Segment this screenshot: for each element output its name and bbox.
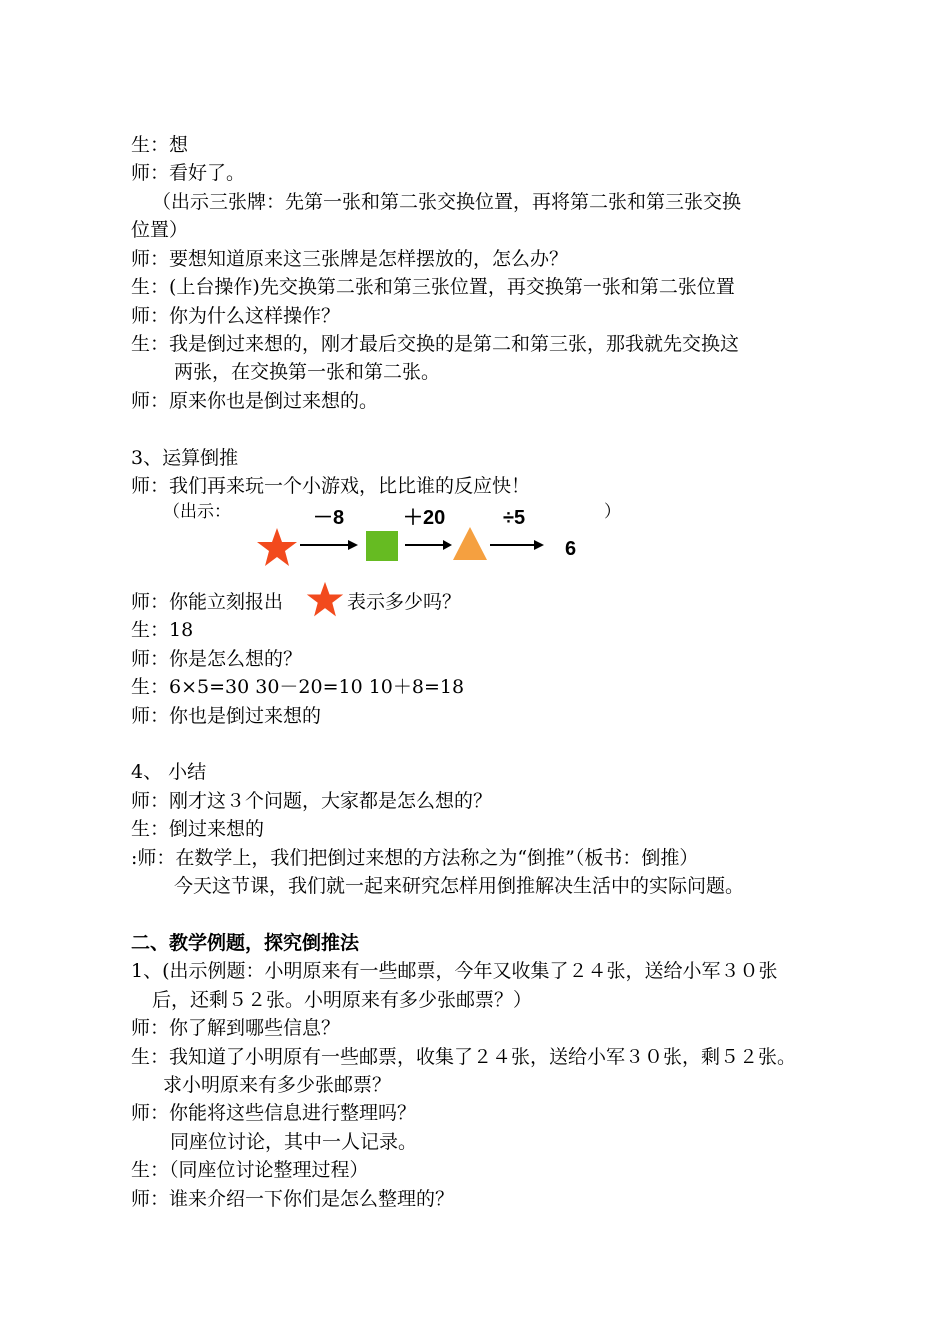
dialogue-line-continued: 表示多少吗？ [347, 591, 462, 613]
operation-divide-5: ÷5 [503, 507, 526, 529]
display-label-close: ） [604, 502, 621, 522]
section-title: 二、教学例题，探究倒推法 [131, 932, 360, 954]
dialogue-line: （出示三张牌：先第一张和第二张交换位置，再将第二张和第三张交换 [152, 191, 742, 213]
dialogue-line: 今天这节课，我们就一起来研究怎样用倒推解决生活中的实际问题。 [174, 875, 745, 897]
dialogue-line: 师：你能将这些信息进行整理吗？ [131, 1102, 417, 1124]
display-label: （出示： [163, 502, 231, 522]
dialogue-line: 两张，在交换第一张和第二张。 [174, 361, 441, 383]
dialogue-line: 师：看好了。 [131, 162, 246, 184]
example-problem: 后，还剩５２张。小明原来有多少张邮票？） [152, 989, 533, 1011]
result-value: 6 [565, 538, 577, 560]
operation-plus-20: ＋20 [403, 507, 446, 529]
example-problem: 1、(出示例题：小明原来有一些邮票，今年又收集了２４张，送给小军３０张 [131, 960, 778, 982]
dialogue-line: 生：18 [131, 619, 194, 641]
dialogue-line: 师：原来你也是倒过来想的。 [131, 390, 379, 412]
arrow-right-icon [490, 537, 546, 553]
dialogue-line: 生：想 [131, 134, 189, 156]
section-heading: 4、 小结 [131, 761, 207, 783]
dialogue-line: 师：你也是倒过来想的 [131, 705, 322, 727]
dialogue-line: 师：你能立刻报出 [131, 591, 284, 613]
dialogue-line: 师：你是怎么想的？ [131, 648, 303, 670]
dialogue-line: 生：我知道了小明原有一些邮票，收集了２４张，送给小军３０张，剩５２张。 [131, 1046, 797, 1068]
arrow-right-icon [405, 537, 453, 553]
dialogue-line: 同座位讨论，其中一人记录。 [170, 1131, 418, 1153]
dialogue-line: 师：你了解到哪些信息？ [131, 1017, 341, 1039]
dialogue-line: 生：（同座位讨论整理过程） [131, 1159, 369, 1181]
dialogue-line: 位置） [131, 219, 189, 241]
dialogue-line: 师：我们再来玩一个小游戏，比比谁的反应快！ [131, 475, 531, 497]
triangle-icon [452, 526, 488, 561]
dialogue-line: 生：我是倒过来想的，刚才最后交换的是第二和第三张，那我就先交换这 [131, 333, 740, 355]
operation-minus-8: －8 [313, 507, 345, 529]
dialogue-line: 生：(上台操作)先交换第二张和第三张位置，再交换第一张和第二张位置 [131, 276, 735, 298]
arrow-right-icon [300, 537, 360, 553]
dialogue-line: 生：6×5=30 30－20=10 10＋8=18 [131, 676, 465, 698]
square-icon [365, 530, 399, 562]
dialogue-line: 师：刚才这３个问题，大家都是怎么想的？ [131, 790, 493, 812]
dialogue-line: 师：要想知道原来这三张牌是怎样摆放的，怎么办？ [131, 248, 569, 270]
dialogue-line: 求小明原来有多少张邮票？ [163, 1074, 392, 1096]
dialogue-line: 师：你为什么这样操作？ [131, 305, 341, 327]
section-heading: 3、运算倒推 [131, 447, 239, 469]
dialogue-line: :师：在数学上，我们把倒过来想的方法称之为“倒推”（板书：倒推） [131, 847, 699, 869]
dialogue-line: 师：谁来介绍一下你们是怎么整理的？ [131, 1188, 455, 1210]
star-icon [255, 527, 299, 569]
dialogue-line: 生：倒过来想的 [131, 818, 265, 840]
star-icon [305, 580, 345, 620]
